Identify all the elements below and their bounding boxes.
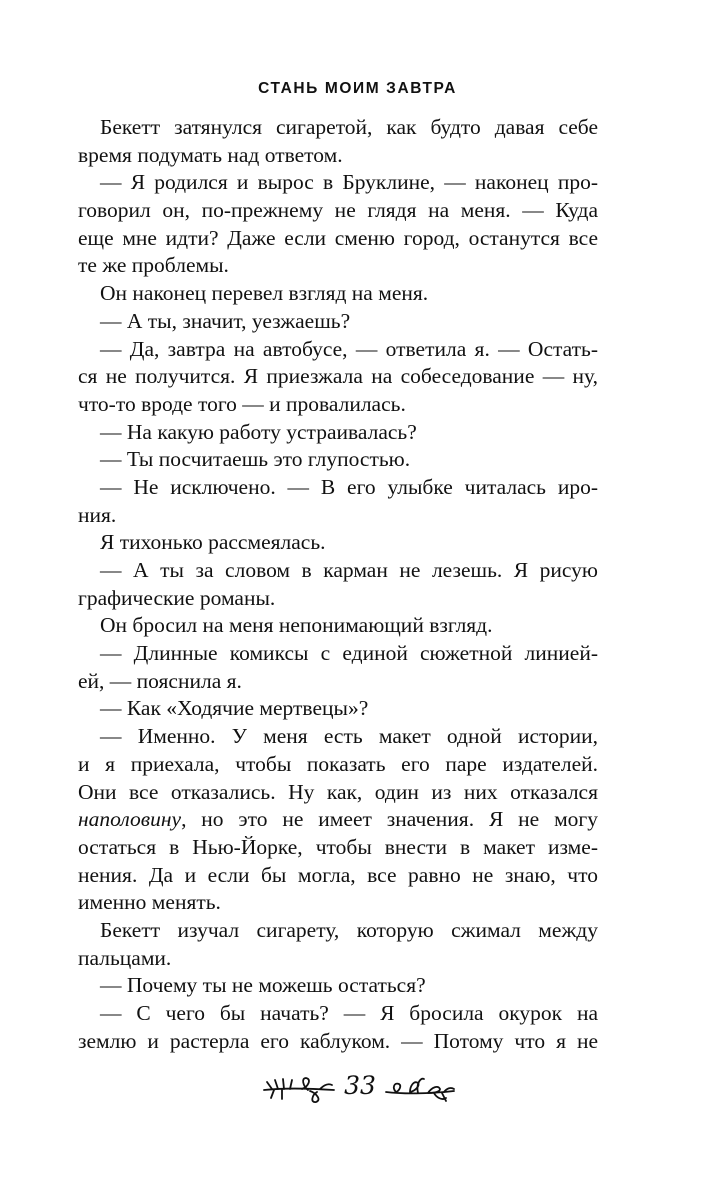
- text-line: — Я родился и вырос в Бруклине, — наконец про-: [100, 170, 598, 195]
- text-line: — Да, завтра на автобусе, — ответила я. — Остать-: [100, 336, 598, 361]
- text-line: наполовину, но это не имеет значения. Я не могу: [78, 807, 598, 832]
- branch-ornament-icon: [262, 1076, 336, 1104]
- text-line: Я тихонько рассмеялась.: [100, 530, 326, 555]
- text-line: — С чего бы начать? — Я бросила окурок на: [100, 1001, 598, 1025]
- text-line: Он наконец перевел взгляд на меня.: [100, 281, 429, 306]
- text-line: — Именно. У меня есть макет одной истории,: [100, 724, 598, 749]
- text-line: что-то вроде того — и провалилась.: [78, 391, 406, 416]
- text-line: Бекетт изучал сигарету, которую сжимал между: [100, 917, 598, 942]
- text-line: еще мне идти? Даже если сменю город, останутся все: [78, 225, 598, 250]
- text-line: Они все отказались. Ну как, один из них отказался: [78, 779, 598, 804]
- text-line: именно менять.: [78, 890, 221, 915]
- text-line: — Не исключено. — В его улыбке читалась иро-: [100, 474, 598, 499]
- text-line: те же проблемы.: [78, 253, 229, 278]
- text-line: землю и растерла его каблуком. — Потому что я не: [78, 1028, 598, 1053]
- text-line: графические романы.: [78, 585, 276, 610]
- body-text: [78, 114, 598, 1055]
- text-line: говорил он, по-прежнему не глядя на меня. — Куда: [78, 198, 598, 223]
- text-line: пальцами.: [78, 945, 172, 970]
- text-line: — На какую работу устраивалась?: [100, 419, 417, 444]
- text-line: ей, — пояснила я.: [78, 668, 242, 693]
- page-number: 33: [344, 1071, 376, 1100]
- text-line: нения. Да и если бы могла, все равно не знаю, что: [78, 862, 598, 887]
- text-line: — Почему ты не можешь остаться?: [100, 973, 426, 998]
- text-line: — Ты посчитаешь это глупостью.: [100, 447, 411, 472]
- text-line: ся не получится. Я приезжала на собеседование — ну,: [78, 364, 598, 389]
- text-line: — А ты, значит, уезжаешь?: [100, 308, 351, 333]
- text-line: ния.: [78, 502, 117, 527]
- page-footer: [0, 1064, 715, 1114]
- text-line: — Длинные комиксы с единой сюжетной линией-: [100, 641, 598, 666]
- leaf-ornament-icon: [384, 1074, 456, 1104]
- text-line: Бекетт затянулся сигаретой, как будто давая себе: [100, 115, 598, 139]
- text-line: Он бросил на меня непонимающий взгляд.: [100, 613, 493, 638]
- text-line: остаться в Нью-Йорке, чтобы внести в макет изме-: [78, 834, 598, 859]
- text-line: время подумать над ответом.: [78, 142, 343, 167]
- text-line: — Как «Ходячие мертвецы»?: [100, 696, 369, 721]
- text-line: — А ты за словом в карман не лезешь. Я рисую: [100, 558, 598, 582]
- text-line: и я приехала, чтобы показать его паре издателей.: [78, 751, 598, 776]
- running-head: СТАНЬ МОИМ ЗАВТРА: [258, 80, 457, 97]
